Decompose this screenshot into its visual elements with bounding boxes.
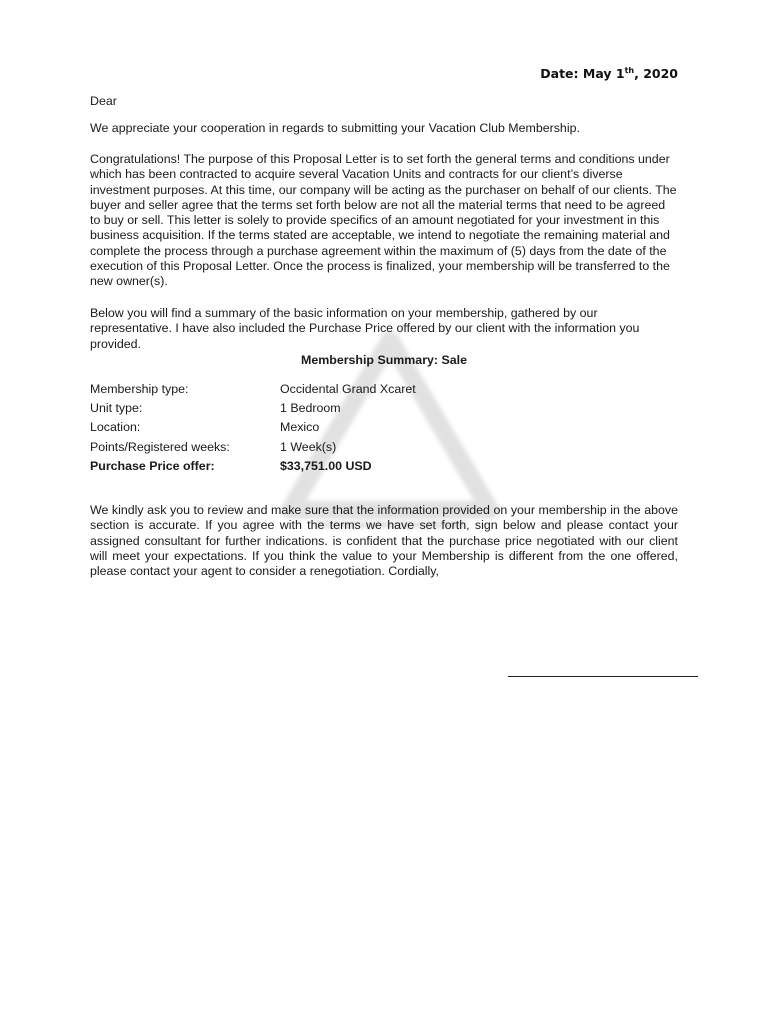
summary-intro-paragraph: Below you will find a summary of the basic information on your membership, gathered by our representative. I have also included the Purchase Price offered by our client with the information you provided. [90, 306, 640, 351]
summary-title: Membership Summary: Sale [301, 353, 467, 367]
row-value: Mexico [280, 420, 320, 435]
row-label: Location: [90, 420, 141, 435]
summary-row-points-weeks [90, 438, 490, 457]
row-label: Points/Registered weeks: [90, 439, 230, 454]
letter-date [540, 66, 678, 81]
row-label: Membership type: [90, 382, 189, 396]
row-value: 1 Bedroom [280, 401, 341, 416]
row-value: 1 Week(s) [280, 439, 337, 454]
summary-row-unit-type [90, 399, 490, 418]
review-paragraph: We kindly ask you to review and make sure that the information provided on your membership in the above section is accurate. If you agree with the terms we have set forth, sign below and please contact your assigned consultant for further indications. is confident that the purchase price negotiated with our client will meet your expectations. If you think the value to your Membership is different from the one offered, please contact your agent to consider a renegotiation. Cordially, [90, 503, 678, 579]
date-suffix: th [624, 66, 635, 75]
row-value: $33,751.00 USD [280, 458, 372, 473]
date-label: Date: May 1 [540, 66, 625, 82]
summary-row-membership-type [90, 380, 490, 399]
congratulations-paragraph: Congratulations! The purpose of this Proposal Letter is to set forth the general terms and conditions under which has been contracted to acquire several Vacation Units and contracts for our client’s diverse investment purposes. At this time, our company will be acting as the purchaser on behalf of our clients. The buyer and seller agree that the terms set forth below are not all the material terms that need to be agreed to buy or sell. This letter is solely to provide specifics of an amount negotiated for your investment in this business acquisition. If the terms stated are acceptable, we intend to negotiate the remaining material and complete the process through a purchase agreement within the maximum of (5) days from the date of the execution of this Proposal Letter. Once the process is finalized, your membership will be transferred to the new owner(s). [90, 152, 677, 289]
summary-row-purchase-price [90, 457, 490, 476]
signature-line [508, 676, 698, 677]
row-label: Purchase Price offer: [90, 458, 215, 473]
date-year: , 2020 [634, 66, 678, 82]
intro-paragraph: We appreciate your cooperation in regards to submitting your Vacation Club Membership. [90, 121, 580, 135]
row-label: Unit type: [90, 401, 143, 416]
salutation: Dear [90, 94, 117, 108]
row-value: Occidental Grand Xcaret [280, 382, 416, 396]
summary-row-location [90, 418, 490, 437]
membership-summary-table [90, 380, 490, 476]
